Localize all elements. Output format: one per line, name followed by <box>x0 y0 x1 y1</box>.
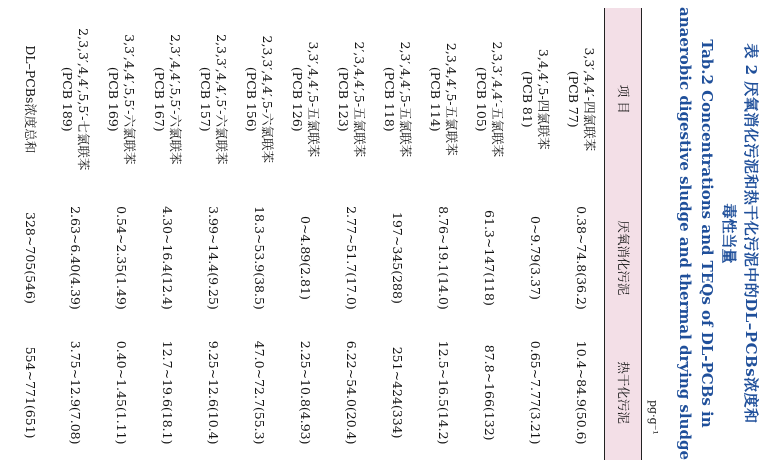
table-header-row <box>605 8 642 460</box>
table-row <box>466 8 512 460</box>
compound-name-cell <box>0 8 8 191</box>
compound-name-cell <box>190 8 236 191</box>
anaerobic-value <box>0 191 8 326</box>
thermal-value: 6.22~54.0(20.4) <box>344 340 359 445</box>
table-row <box>8 8 52 460</box>
compound-code: (PCB 157) <box>198 66 213 132</box>
table-row <box>52 8 98 460</box>
compound-code: (PCB 126) <box>290 66 305 132</box>
compound-name-cell <box>282 8 328 191</box>
table-row <box>144 8 190 460</box>
compound-name-cell <box>8 8 52 191</box>
compound-name: 2,3′,4,4′,5,5′-六氯联苯 <box>168 34 183 165</box>
table-row <box>236 8 282 460</box>
thermal-value: 251~424(334) <box>390 346 405 439</box>
compound-name-cell <box>144 8 190 191</box>
compound-code: (PCB 169) <box>106 66 121 132</box>
anaerobic-value: 0.54~2.35(1.49) <box>114 206 129 310</box>
compound-name-cell <box>374 8 420 191</box>
table-row <box>420 8 466 460</box>
table-body <box>0 8 605 460</box>
anaerobic-value: 0~4.89(2.81) <box>298 216 313 300</box>
anaerobic-value: 328~705(546) <box>23 212 38 304</box>
compound-name-cell <box>466 8 512 191</box>
compound-name: 3,4,4′,5-四氯联苯 <box>536 48 551 150</box>
compound-name-cell <box>98 8 144 191</box>
unit-label: pg·g⁻¹ <box>647 400 660 435</box>
compound-name: 3,3′,4,4′-四氯联苯 <box>582 47 597 152</box>
anaerobic-value: 0.38~74.8(36.2) <box>574 206 589 310</box>
compound-name: DL–PCBs浓度总和 <box>23 45 38 154</box>
anaerobic-value: 2.77~51.7(17.0) <box>344 206 359 310</box>
compound-name: 2,3,4,4′,5-五氯联苯 <box>444 42 459 156</box>
thermal-value: 0.40~1.45(1.11) <box>114 340 129 445</box>
anaerobic-value: 18.3~53.9(38.5) <box>252 206 267 310</box>
thermal-value: 0.65~7.77(3.21) <box>528 340 543 445</box>
thermal-value: 12.5~16.5(14.2) <box>436 340 451 445</box>
compound-name: 3,3′,4,4′,5-五氯联苯 <box>306 41 321 158</box>
table-row <box>558 8 605 460</box>
compound-code: (PCB 114) <box>428 66 443 132</box>
table-row <box>190 8 236 460</box>
compound-name: 2,3,3′,4,4′-五氯联苯 <box>490 41 505 158</box>
compound-name: 2,3,3′,4,4′,5,5′-七氯联苯 <box>76 28 91 171</box>
compound-name-cell <box>420 8 466 191</box>
header-item: 项 目 <box>605 8 642 191</box>
compound-name: 2,3,3′,4,4′,5-六氯联苯 <box>260 35 275 164</box>
compound-code: (PCB 81) <box>520 70 535 128</box>
thermal-value: 87.8~166(132) <box>482 344 497 441</box>
caption-english-line1: Tab.2 Concentrations and TEQs of DL-PCBs in <box>698 39 716 428</box>
caption-chinese-line2: 毒性当量 <box>720 203 738 264</box>
compound-code: (PCB 156) <box>244 66 259 132</box>
thermal-value: 12.7~19.6(18.1) <box>160 340 175 445</box>
compound-name-cell <box>52 8 98 191</box>
caption-chinese-line1: 表 2 厌氧消化污泥和热干化污泥中的DL–PCBs浓度和 <box>742 43 760 424</box>
compound-code: (PCB 189) <box>60 66 75 132</box>
anaerobic-value: 197~345(288) <box>390 212 405 304</box>
table-row <box>328 8 374 460</box>
table-row <box>512 8 558 460</box>
anaerobic-value: 3.99~14.4(9.25) <box>206 206 221 310</box>
thermal-value: 10.4~84.9(50.6) <box>574 340 589 445</box>
thermal-value: 9.25~12.6(10.4) <box>206 340 221 445</box>
caption-english-line2: anaerobic digestive sludge and thermal drying sludge <box>676 6 694 461</box>
compound-code: (PCB 105) <box>474 66 489 132</box>
table-row <box>0 8 8 460</box>
header-thermal: 热干化污泥 <box>605 325 642 460</box>
thermal-value: 2.25~10.8(4.93) <box>298 340 313 445</box>
anaerobic-value: 61.3~147(118) <box>482 210 497 306</box>
compound-name-cell <box>512 8 558 191</box>
compound-code: (PCB 167) <box>152 66 167 132</box>
thermal-value: 554~771(651) <box>23 346 38 439</box>
compound-name-cell <box>236 8 282 191</box>
thermal-value <box>0 325 8 460</box>
header-anaerobic: 厌氧消化污泥 <box>605 191 642 326</box>
compound-name-cell <box>328 8 374 191</box>
compound-name: 2,3,3′,4,4′,5′-六氯联苯 <box>214 34 229 165</box>
compound-code: (PCB 118) <box>382 66 397 132</box>
compound-name: 2,3′,4,4′,5-五氯联苯 <box>398 41 413 158</box>
compound-code: (PCB 123) <box>336 66 351 132</box>
anaerobic-value: 4.30~16.4(12.4) <box>160 206 175 310</box>
anaerobic-value: 8.76~19.1(14.0) <box>436 206 451 310</box>
anaerobic-value: 2.63~6.40(4.39) <box>68 206 83 310</box>
table-row <box>374 8 420 460</box>
thermal-value: 47.0~72.7(55.3) <box>252 340 267 445</box>
table-row <box>98 8 144 460</box>
compound-name: 3,3′,4,4′,5,5′-六氯联苯 <box>122 34 137 165</box>
dl-pcb-table <box>0 8 642 460</box>
table-row <box>282 8 328 460</box>
compound-code: (PCB 77) <box>566 70 581 128</box>
thermal-value: 3.75~12.9(7.08) <box>68 340 83 445</box>
anaerobic-value: 0~9.79(3.37) <box>528 216 543 300</box>
compound-name-cell <box>558 8 605 191</box>
compound-name: 2′,3,4,4′,5-五氯联苯 <box>352 41 367 158</box>
